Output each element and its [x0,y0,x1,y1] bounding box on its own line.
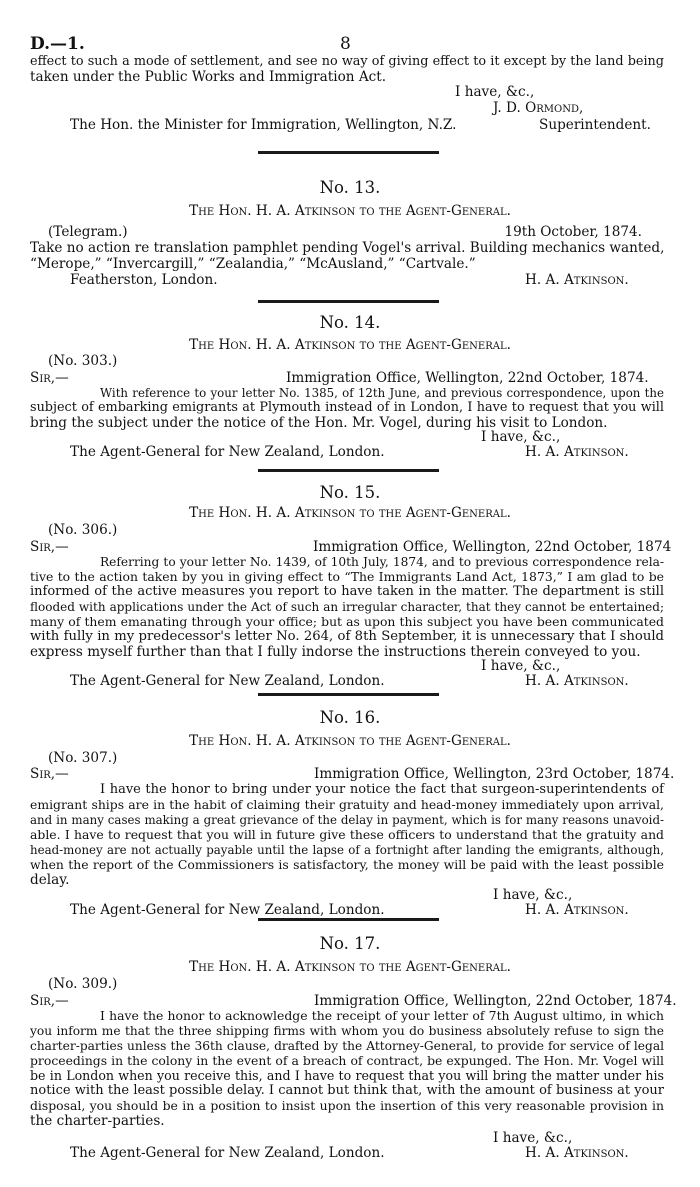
letter-signature: H. A. Atkinson. [525,444,629,460]
body-line: bring the subject under the notice of the Hon. Mr. Vogel, during his visit to London. [30,415,608,431]
letter-date: Immigration Office, Wellington, 23rd October, 1874. [314,766,675,782]
section-rule [258,469,439,472]
telegram-label: (Telegram.) [48,224,128,240]
letter-heading: The Hon. H. A. Atkinson to the Agent-General. [189,337,511,353]
letter-date: Immigration Office, Wellington, 22nd October, 1874 [313,539,672,555]
letter-closing: I have, &c., [493,1130,573,1146]
body-line: tive to the action taken by you in giving effect to “The Immigrants Land Act, 1873,” I am glad to be [30,569,664,584]
body-line: subject of embarking emigrants at Plymouth instead of in London, I have to request that you will [30,400,664,415]
body-line: flooded with applications under the Act of such an irregular character, that they cannot be entertained; [30,600,664,614]
salutation: Sir,— [30,370,69,386]
letter-signature: H. A. Atkinson. [525,1145,629,1161]
letter-date: Immigration Office, Wellington, 22nd October, 1874. [286,370,649,386]
section-rule [258,918,439,921]
body-line: many of them emanating through your office; but as upon this subject you have been communicated [30,614,664,629]
intro-signature-title: Superintendent. [539,117,651,133]
letter-ref: (No. 303.) [48,353,118,369]
letter-addressee: The Agent-General for New Zealand, London. [70,902,385,918]
letter-signature: H. A. Atkinson. [525,902,629,918]
salutation: Sir,— [30,539,69,555]
letter-heading: The Hon. H. A. Atkinson to the Agent-General. [189,505,511,521]
letter-heading: The Hon. H. A. Atkinson to the Agent-General. [189,203,511,219]
letter-date: Immigration Office, Wellington, 22nd October, 1874. [314,993,677,1009]
body-line: the charter-parties. [30,1113,165,1129]
section-rule [258,693,439,696]
letter-addressee: The Agent-General for New Zealand, London. [70,673,385,689]
letter-closing: I have, &c., [481,429,561,445]
body-line: when the report of the Commissioners is satisfactory, the money will be paid with the least possible [30,857,664,872]
intro-addressee: The Hon. the Minister for Immigration, Wellington, N.Z. [70,117,457,133]
body-line: be in London when you receive this, and I have to request that you will bring the matter under his [30,1068,664,1083]
body-line: and in many cases making a great grievance of the delay in payment, which is for many reasons unavoid- [30,813,664,827]
body-line: express myself further than that I fully indorse the instructions therein conveyed to you. [30,644,641,660]
body-line: I have the honor to bring under your notice the fact that surgeon-superintendents of [100,782,664,797]
body-line: informed of the active measures you report to have taken in the matter. The department is still [30,584,664,599]
letter-number: No. 17. [319,934,381,953]
body-line: I have the honor to acknowledge the receipt of your letter of 7th August ultimo, in which [100,1008,664,1023]
letter-number: No. 14. [319,313,381,332]
body-line: Take no action re translation pamphlet pending Vogel's arrival. Building mechanics wanted, [30,240,665,256]
letter-ref: (No. 307.) [48,750,118,766]
salutation: Sir,— [30,993,69,1009]
body-line: proceedings in the colony in the event of a breach of contract, be expunged. The Hon. Mr. Vogel will [30,1053,664,1068]
letter-ref: (No. 306.) [48,522,118,538]
letter-addressee: Featherston, London. [70,272,218,288]
body-line: head-money are not actually payable until the lapse of a fortnight after landing the emigrants, although, [30,843,664,857]
page-number: 8 [340,34,351,54]
section-code: D.—1. [30,34,85,54]
body-line: you inform me that the three shipping firms with whom you do business absolutely refuse to sign the [30,1024,664,1038]
body-line: charter-parties unless the 36th clause, drafted by the Attorney-General, to provide for service of legal [30,1039,664,1053]
body-line: able. I have to request that you will in future give these officers to understand that the gratuity and [30,827,664,842]
body-line: disposal, you should be in a position to insist upon the insertion of this very reasonable provision in [30,1098,664,1113]
body-line: emigrant ships are in the habit of claiming their gratuity and head-money immediately upon arrival, [30,797,664,812]
body-line: with fully in my predecessor's letter No. 264, of 8th September, it is unnecessary that I should [30,629,664,644]
letter-heading: The Hon. H. A. Atkinson to the Agent-General. [189,733,511,749]
letter-ref: (No. 309.) [48,976,118,992]
letter-closing: I have, &c., [481,658,561,674]
intro-line: effect to such a mode of settlement, and see no way of giving effect to it except by the land being [30,54,664,69]
letter-addressee: The Agent-General for New Zealand, London. [70,444,385,460]
letter-number: No. 15. [319,483,381,502]
letter-signature: H. A. Atkinson. [525,272,629,288]
letter-date: 19th October, 1874. [504,224,642,240]
letter-number: No. 13. [319,178,381,197]
body-line: Referring to your letter No. 1439, of 10th July, 1874, and to previous correspondence rela- [100,555,664,569]
intro-line: taken under the Public Works and Immigration Act. [30,69,387,85]
body-line: “Merope,” “Invercargill,” “Zealandia,” “McAusland,” “Cartvale.” [30,256,476,272]
salutation: Sir,— [30,766,69,782]
intro-closing: I have, &c., [455,84,535,100]
section-rule [258,151,439,154]
letter-number: No. 16. [319,708,381,727]
section-rule [258,300,439,303]
body-line: delay. [30,872,70,888]
intro-signature: J. D. Ormond, [493,100,584,116]
body-line: notice with the least possible delay. I cannot but think that, with the amount of business at your [30,1083,664,1098]
letter-closing: I have, &c., [493,887,573,903]
letter-heading: The Hon. H. A. Atkinson to the Agent-General. [189,959,511,975]
body-line: With reference to your letter No. 1385, of 12th June, and previous correspondence, upon the [100,386,664,400]
letter-addressee: The Agent-General for New Zealand, London. [70,1145,385,1161]
letter-signature: H. A. Atkinson. [525,673,629,689]
